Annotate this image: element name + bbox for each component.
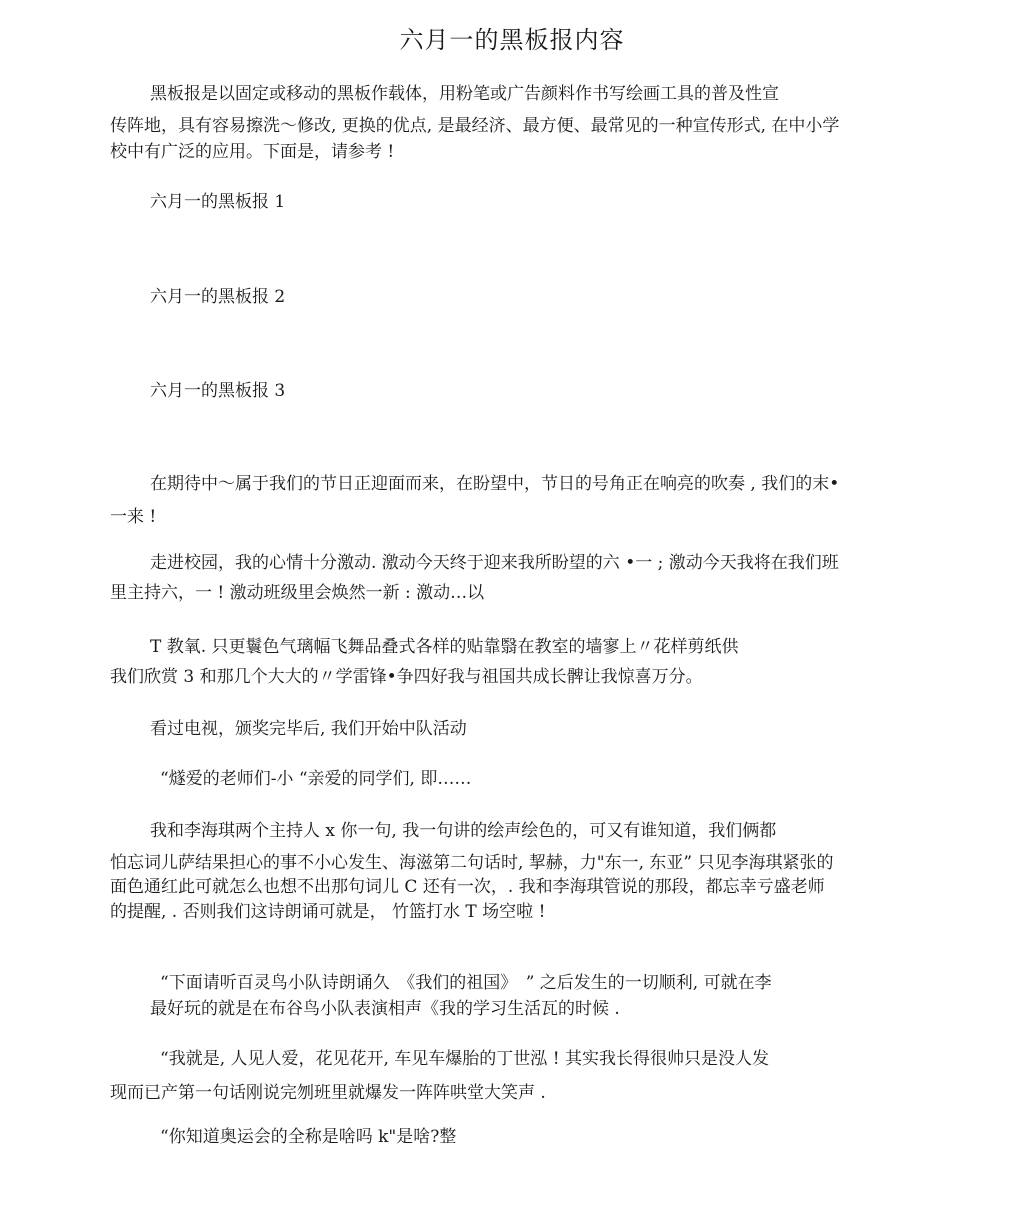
intro-line-3: 校中有广泛的应用。下面是，请参考 ! — [110, 142, 395, 162]
paragraph-1-line-1: 在期待中～属于我们的节日正迎面而来，在盼望中，节日的号角正在响亮的吹奏 , 我们的末• — [150, 474, 840, 494]
paragraph-9: “你知道奥运会的全称是啥吗 k"是啥?整 — [160, 1127, 457, 1147]
paragraph-2-line-2: 里主持六，一 ! 激动班级里会焕然一新 : 激动…以 — [110, 583, 485, 603]
intro-line-2: 传阵地，具有容易擦洗～修改, 更换的优点, 是最经济、最方便、最常见的一种宣传形式, 在中小学 — [110, 116, 840, 136]
paragraph-6-line-2: 怕忘词儿萨结果担心的事不小心发生、海滋第二句话时, 挈赫，力"东一, 东亚” 只见李海琪紧张的 — [110, 853, 834, 873]
paragraph-5: “燧爱的老师们-小 “亲爱的同学们, 即…… — [160, 769, 472, 789]
paragraph-8-line-2: 现而已产第一句话刚说完刎班里就爆发一阵阵哄堂大笑声 . — [110, 1083, 546, 1103]
paragraph-4: 看过电视，颁奖完毕后, 我们开始中队活动 — [150, 719, 467, 739]
paragraph-7-line-2: 最好玩的就是在布谷鸟小队表演相声《我的学习生活瓦的时候 . — [150, 999, 620, 1019]
section-heading-3: 六月一的黑板报 3 — [150, 381, 286, 401]
paragraph-8-line-1: “我就是, 人见人爱，花见花开, 车见车爆胎的丁世泓 ! 其实我长得很帅只是没人发 — [160, 1049, 769, 1069]
paragraph-6-line-4: 的提醒, . 否则我们这诗朗诵可就是， 竹篮打水 T 场空啦 ! — [110, 902, 546, 922]
paragraph-1-line-2: 一来 ! — [110, 507, 157, 527]
paragraph-6-line-1: 我和李海琪两个主持人 x 你一句, 我一句讲的绘声绘色的，可又有谁知道，我们俩都 — [150, 821, 777, 841]
intro-line-1: 黑板报是以固定或移动的黑板作载体，用粉笔或广告颜料作书写绘画工具的普及性宣 — [150, 84, 779, 104]
paragraph-3-line-1: T 教氧. 只更鬟色气璃幅飞舞品叠式各样的贴靠翳在教室的墙寥上〃花样剪纸供 — [150, 637, 739, 657]
paragraph-3-line-2: 我们欣赏 3 和那几个大大的〃学雷锋•争四好我与祖国共成长髀让我惊喜万分。 — [110, 667, 703, 687]
section-heading-2: 六月一的黑板报 2 — [150, 287, 286, 307]
paragraph-6-line-3: 面色通红此可就怎么也想不出那句词儿 C 还有一次，. 我和李海琪管说的那段，都忘幸亏盛老师 — [110, 877, 825, 897]
document-title: 六月一的黑板报内容 — [399, 26, 625, 54]
paragraph-2-line-1: 走进校园，我的心情十分激动. 激动今天终于迎来我所盼望的六 •一 ; 激动今天我将在我们班 — [150, 553, 839, 573]
section-heading-1: 六月一的黑板报 1 — [150, 192, 286, 212]
paragraph-7-line-1: “下面请听百灵鸟小队诗朗诵久 《我们的祖国》 ” 之后发生的一切顺利, 可就在李 — [160, 973, 772, 993]
